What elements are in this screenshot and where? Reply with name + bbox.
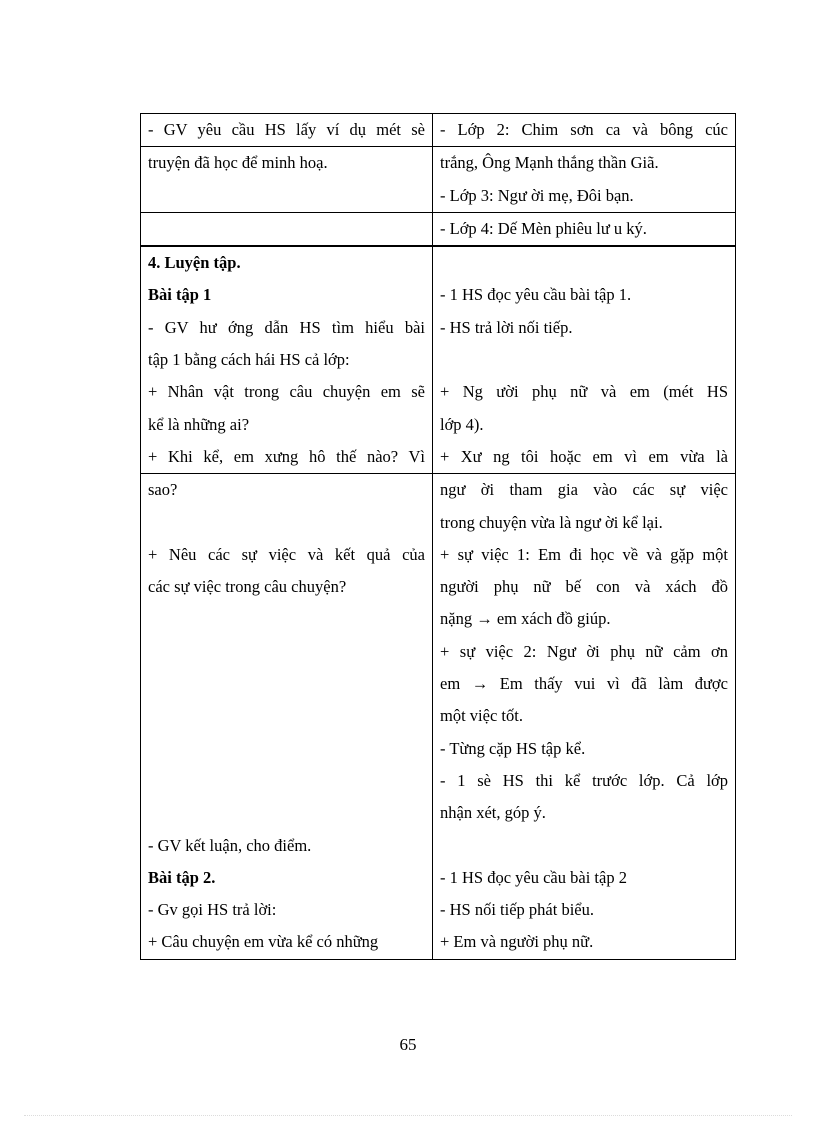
text-line: sao? <box>148 480 178 500</box>
text-line: một việc tốt. <box>440 706 523 726</box>
table-row <box>141 246 736 474</box>
text-line: + Em và người phụ nữ. <box>440 932 594 952</box>
text-line: nhận xét, góp ý. <box>440 803 546 823</box>
blank-line <box>148 668 425 700</box>
text-line: + Khi kể, em xưng hô thế nào? Vì <box>148 446 425 466</box>
text-line: - 1 HS đọc yêu cầu bài tập 1. <box>440 285 632 305</box>
text-line: các sự việc trong câu chuyện? <box>148 577 347 597</box>
text-line: truyện đã học để minh hoạ. <box>148 153 328 173</box>
student-cell <box>433 147 736 213</box>
blank-line <box>440 830 728 862</box>
text-line: - Lớp 3: Ngư ời mẹ, Đôi bạn. <box>440 185 634 205</box>
text-line: trong chuyện vừa là ngư ời kể lại. <box>440 512 663 532</box>
blank-line <box>148 733 425 765</box>
text-line: tập 1 bằng cách hái HS cả lớp: <box>148 350 350 370</box>
text-line: + sự việc 2: Ngư ời phụ nữ cảm ơn <box>440 641 728 661</box>
text-line: - GV yêu cầu HS lấy ví dụ mét sè <box>148 120 425 139</box>
text-line: - HS nối tiếp phát biểu. <box>440 900 594 920</box>
teacher-cell <box>141 147 433 213</box>
student-cell <box>433 474 736 959</box>
section-heading: 4. Luyện tập. <box>148 253 241 273</box>
table-row <box>141 474 736 959</box>
text-line: + Nhân vật trong câu chuyện em sẽ <box>148 382 425 402</box>
blank-line <box>148 797 425 829</box>
student-cell <box>433 114 736 147</box>
text-line: + Nêu các sự việc và kết quả của <box>148 544 425 564</box>
text-line: - GV hư ớng dẫn HS tìm hiểu bài <box>148 317 425 337</box>
text-line: ngư ời tham gia vào các sự việc <box>440 480 728 500</box>
blank-line <box>148 603 425 635</box>
exercise-heading: Bài tập 2. <box>148 867 216 887</box>
teacher-cell <box>141 474 433 959</box>
blank-line <box>148 765 425 797</box>
text-line: em → Em thấy vui vì đã làm được <box>440 674 728 694</box>
student-cell <box>433 246 736 474</box>
text-line: nặng → em xách đồ giúp. <box>440 609 611 629</box>
lesson-table <box>140 113 736 960</box>
text-line: + Xư ng tôi hoặc em vì em vừa là <box>440 446 728 466</box>
teacher-cell <box>141 212 433 246</box>
page-number: 65 <box>399 1035 417 1054</box>
text-line: - 1 sè HS thi kể trước lớp. Cả lớp <box>440 770 728 790</box>
text-line: trắng, Ông Mạnh thắng thần Giã. <box>440 153 659 173</box>
text-line: - HS trả lời nối tiếp. <box>440 317 573 337</box>
blank-line <box>148 507 425 539</box>
text-line: lớp 4). <box>440 414 484 434</box>
text-line: - Lớp 2: Chim sơn ca và bông cúc <box>440 120 728 139</box>
table-row <box>141 212 736 246</box>
table-row <box>141 114 736 147</box>
blank-line <box>148 636 425 668</box>
page-bottom-divider <box>24 1115 792 1116</box>
blank-line <box>440 247 728 279</box>
table-row <box>141 147 736 213</box>
text-line: - 1 HS đọc yêu cầu bài tập 2 <box>440 867 627 887</box>
blank-line <box>148 213 425 245</box>
text-line: - Gv gọi HS trả lời: <box>148 900 277 920</box>
blank-line <box>440 344 728 376</box>
text-line: kể là những ai? <box>148 414 250 434</box>
text-line: + Ng ười phụ nữ và em (mét HS <box>440 382 728 402</box>
text-line: + sự việc 1: Em đi học về và gặp một <box>440 544 728 564</box>
text-line: + Câu chuyện em vừa kể có những <box>148 932 379 952</box>
exercise-heading: Bài tập 1 <box>148 285 212 305</box>
text-line: người phụ nữ bế con và xách đồ <box>440 577 728 597</box>
text-line: - GV kết luận, cho điểm. <box>148 835 312 855</box>
text-line: - Lớp 4: Dế Mèn phiêu lư u ký. <box>440 218 647 238</box>
student-cell <box>433 212 736 246</box>
blank-line <box>148 700 425 732</box>
teacher-cell <box>141 114 433 147</box>
text-line: - Từng cặp HS tập kể. <box>440 738 586 758</box>
teacher-cell <box>141 246 433 474</box>
